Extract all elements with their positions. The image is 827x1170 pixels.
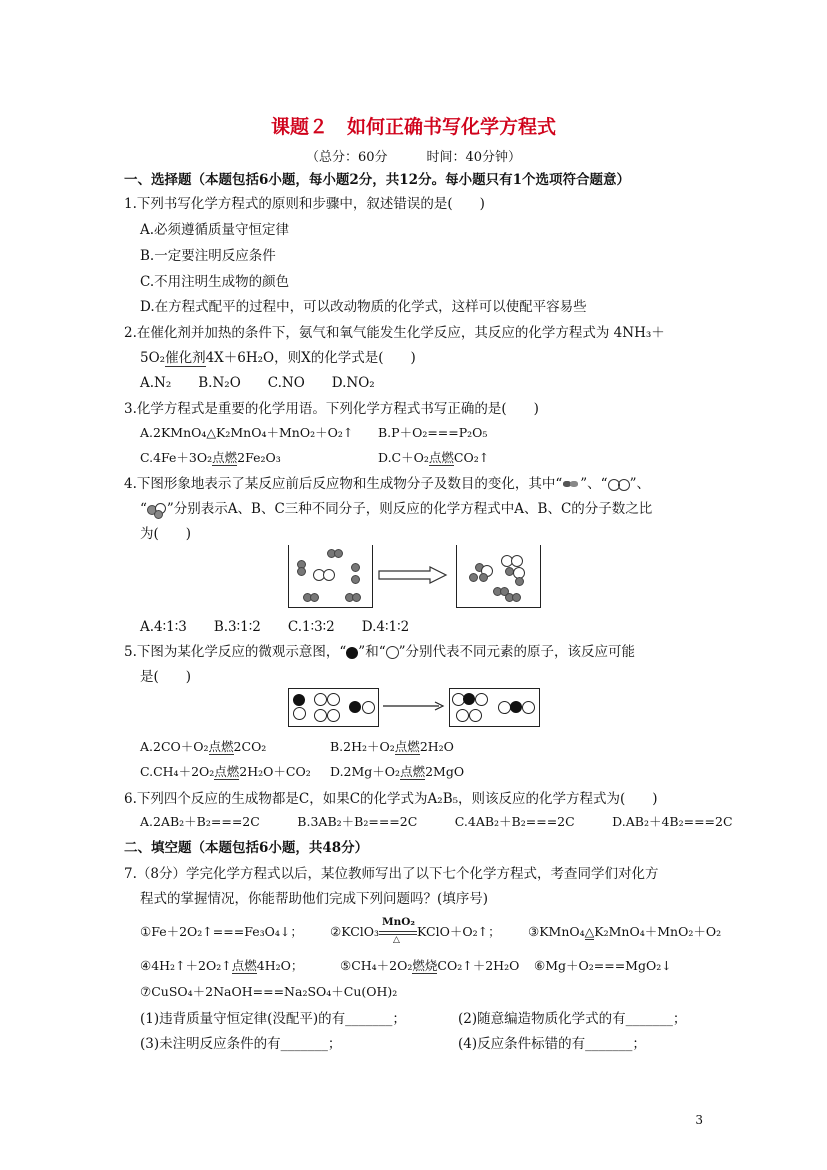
q7-eq5-products: CO₂↑＋2H₂O: [437, 958, 520, 973]
q7-equation-3: [528, 922, 721, 940]
q7-equation-6: ⑥Mg＋O₂===MgO₂↓: [534, 958, 672, 973]
q4-options: A.4∶1∶3 B.3∶1∶2 C.1∶3∶2 D.4∶1∶2: [140, 619, 410, 635]
q5-stem-line2: 是( ): [140, 669, 192, 685]
q3-d-products: CO₂↑: [453, 450, 490, 465]
q7-equation-4: [140, 956, 303, 974]
q2-options: A.N₂ B.N₂O C.NO D.NO₂: [140, 375, 375, 391]
q3-option-d: [378, 448, 489, 466]
q6-stem: 6.下列四个反应的生成物都是C，如果C的化学式为A₂B₅，则该反应的化学方程式为( ): [124, 791, 658, 807]
q4-stem-line3: 为( ): [140, 526, 192, 542]
q5-b-products: 2H₂O: [419, 739, 454, 754]
exam-meta: （总分：60分 时间：40分钟）: [305, 150, 522, 165]
molecule-b-icon: [608, 479, 630, 491]
q3-c-products: 2Fe₂O₃: [237, 450, 281, 465]
q5-option-b: [330, 737, 454, 755]
q3-d-condition: 点燃: [428, 450, 454, 465]
q4-stem-line1: [124, 472, 650, 492]
q2-reactant: 5O₂: [140, 350, 166, 366]
q5-stem-line1: [124, 640, 635, 660]
q4-stem-text-c: ”、: [629, 476, 650, 492]
q7-stem-line1: 7.（8分）学完化学方程式以后，某位教师写出了以下七个化学方程式，考查同学们对化方: [124, 866, 659, 882]
q3-stem: 3.化学方程式是重要的化学用语。下列化学方程式书写正确的是( ): [124, 401, 539, 417]
reaction-arrow-icon: [378, 566, 448, 584]
q7-eq2-products: KClO＋O₂↑；: [417, 924, 501, 939]
beaker-before: [288, 545, 373, 608]
q7-sub-3: (3)未注明反应条件的有_______；: [140, 1036, 342, 1052]
q2-products: 4X＋6H₂O，则X的化学式是( ): [205, 350, 416, 366]
products-box: [449, 688, 540, 727]
section-2-heading: 二、填空题（本题包括6小题，共48分）: [124, 840, 369, 856]
q1-option-c: C.不用注明生成物的颜色: [140, 274, 290, 290]
q5-a-products: 2CO₂: [233, 739, 267, 754]
q5-stem-text-b: ”和“: [358, 644, 386, 660]
q4-stem-line2: [140, 497, 652, 517]
q7-sub-4: (4)反应条件标错的有_______；: [458, 1036, 646, 1052]
q5-c-reactants: C.CH₄＋2O₂: [140, 764, 215, 779]
section-1-heading: 一、选择题（本题包括6小题，每小题2分，共12分。每小题只有1个选项符合题意）: [124, 172, 630, 188]
q7-eq2-catalyst: MnO₂: [382, 915, 416, 928]
q7-eq3-condition: △: [584, 924, 595, 939]
q5-b-reactants: B.2H₂＋O₂: [330, 739, 395, 754]
q7-eq5-reactants: ⑤CH₄＋2O₂: [340, 958, 413, 973]
white-atom-icon: [386, 646, 399, 659]
q6-options: A.2AB₂＋B₂===2C B.3AB₂＋B₂===2C C.4AB₂＋B₂===2C D.AB₂＋4B₂===2C: [140, 814, 733, 829]
q7-eq4-products: 4H₂O；: [256, 958, 304, 973]
q5-stem-text-a: 5.下图为某化学反应的微观示意图，“: [124, 644, 347, 660]
q3-option-b: B.P＋O₂===P₂O₅: [378, 425, 488, 440]
q5-arrow-icon: [381, 701, 445, 711]
q7-eq3-reactant: ③KMnO₄: [528, 924, 585, 939]
q7-sub-1: (1)违背质量守恒定律(没配平)的有_______；: [140, 1011, 406, 1027]
q3-c-condition: 点燃: [212, 450, 238, 465]
q4-stem-text-a: 4.下图形象地表示了某反应前后反应物和生成物分子及数目的变化，其中“: [124, 476, 563, 492]
q7-equation-5: [340, 956, 519, 974]
q1-option-a: A.必须遵循质量守恒定律: [140, 222, 290, 238]
q5-a-reactants: A.2CO＋O₂: [140, 739, 209, 754]
q7-eq4-condition: 点燃: [231, 958, 257, 973]
reactants-box: [288, 688, 379, 727]
q5-option-c: [140, 762, 311, 780]
q7-eq4-reactants: ④4H₂↑＋2O₂↑: [140, 958, 232, 973]
q3-c-reactants: C.4Fe＋3O₂: [140, 450, 213, 465]
q4-stem-text-e: ”分别表示A、B、C三种不同分子，则反应的化学方程式中A、B、C的分子数之比: [166, 501, 653, 517]
q5-d-condition: 点燃: [400, 764, 426, 779]
q7-eq2-condition: [379, 915, 417, 945]
q5-d-reactants: D.2Mg＋O₂: [330, 764, 401, 779]
q5-option-a: [140, 737, 266, 755]
q7-eq3-products: K₂MnO₄＋MnO₂＋O₂: [594, 924, 722, 939]
q5-c-products: 2H₂O＋CO₂: [239, 764, 311, 779]
q3-option-a: A.2KMnO₄△K₂MnO₄＋MnO₂＋O₂↑: [140, 425, 354, 440]
q2-stem-line2: [140, 346, 416, 366]
q7-equation-2: [330, 915, 501, 945]
q5-d-products: 2MgO: [425, 764, 465, 779]
q1-option-d: D.在方程式配平的过程中，可以改动物质的化学式，这样可以使配平容易些: [140, 299, 587, 315]
q4-stem-text-d: “: [140, 501, 147, 517]
q1-option-b: B.一定要注明反应条件: [140, 248, 276, 264]
molecule-c-icon: [147, 503, 167, 517]
q7-equation-7: ⑦CuSO₄＋2NaOH===Na₂SO₄＋Cu(OH)₂: [140, 984, 398, 999]
q5-stem-text-c: ”分别代表不同元素的原子，该反应可能: [398, 644, 636, 660]
molecule-a-icon: [562, 480, 580, 490]
q7-sub-2: (2)随意编造物质化学式的有_______；: [458, 1011, 687, 1027]
q5-option-d: [330, 762, 464, 780]
page-title: 课题２ 如何正确书写化学方程式: [270, 116, 556, 138]
q2-stem-line1: 2.在催化剂并加热的条件下，氨气和氧气能发生化学反应，其反应的化学方程式为 4NH₃＋: [124, 325, 665, 341]
q5-c-condition: 点燃: [214, 764, 240, 779]
q7-eq2-reactant: ②KClO₃: [330, 924, 380, 939]
page-number: 3: [695, 1113, 703, 1127]
beaker-after: [456, 545, 541, 608]
q7-stem-line2: 程式的掌握情况，你能帮助他们完成下列问题吗？(填序号): [140, 891, 489, 907]
q1-stem: 1.下列书写化学方程式的原则和步骤中，叙述错误的是( ): [124, 196, 485, 212]
q2-catalyst-condition: 催化剂: [165, 350, 206, 366]
q7-eq5-condition: 燃烧: [412, 958, 438, 973]
q5-b-condition: 点燃: [394, 739, 420, 754]
q3-option-c: [140, 448, 281, 466]
q5-a-condition: 点燃: [208, 739, 234, 754]
q7-equation-1: ①Fe＋2O₂↑===Fe₃O₄↓；: [140, 924, 303, 939]
q4-stem-text-b: ”、“: [580, 476, 608, 492]
q7-eq2-heat: △: [393, 934, 400, 945]
black-atom-icon: [346, 647, 358, 659]
q3-d-reactants: D.C＋O₂: [378, 450, 429, 465]
